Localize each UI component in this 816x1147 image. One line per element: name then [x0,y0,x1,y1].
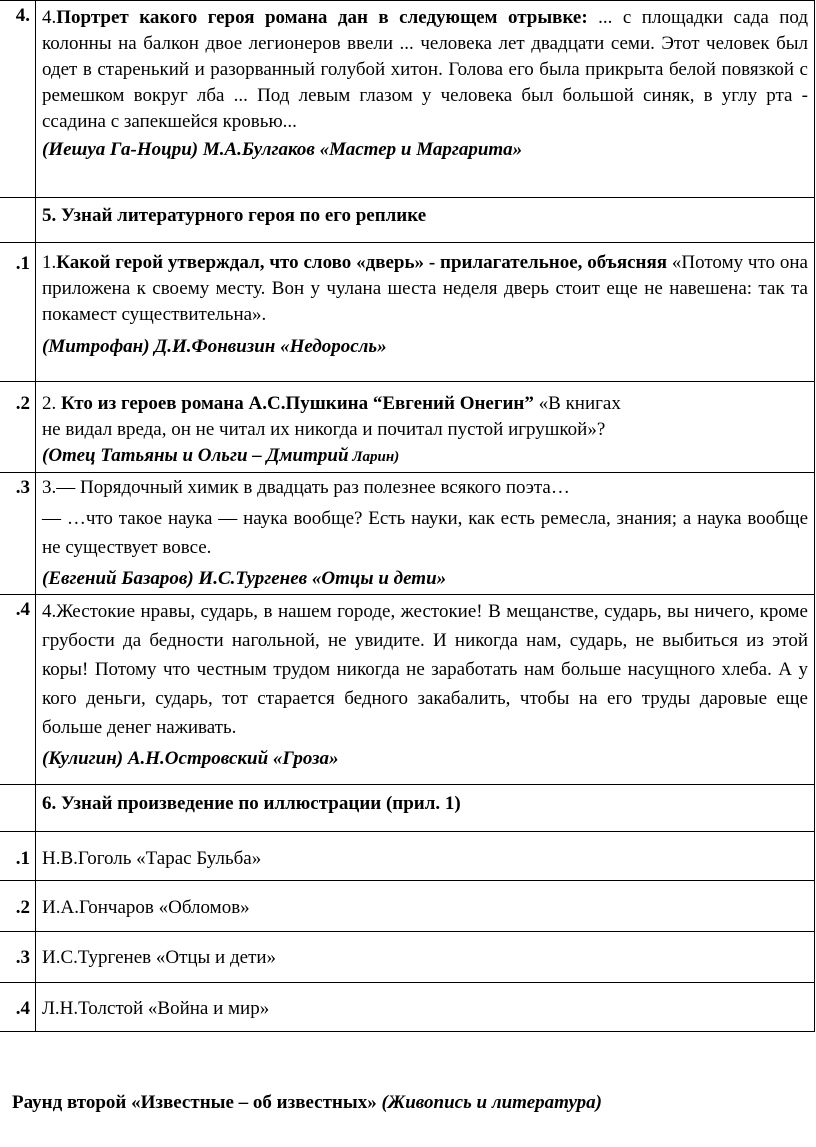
row-number: .3 [0,932,36,983]
table-row [0,243,815,382]
row-number: .4 [0,595,36,785]
question-cell [36,1,815,198]
table-row [0,1,815,198]
row-number: .1 [0,832,36,881]
answer-text [42,443,808,470]
question-block [42,391,808,443]
answer-text: (Кулигин) А.Н.Островский «Гроза» [42,748,339,769]
question-cell [36,595,815,785]
question-prefix: 4. [42,7,57,28]
row-number-empty [0,198,36,243]
quote-text: «Потому что она приложена к своему месту. Вон у чулана шеста неделя дверь стоит еще не навешена: так та покамест существительна». [42,252,808,325]
table-row [0,881,815,932]
answer-small: Ларин) [348,449,400,465]
table-row [0,382,815,473]
round-heading [12,1090,812,1116]
section-title: 5. Узнай литературного героя по его реплике [36,198,815,243]
question-cell [36,382,815,473]
row-number: 4. [0,1,36,198]
quote-text-end: не видал вреда, он не читал их никогда и почитал пустой игрушкой»? [42,419,606,440]
answer-cell: Л.Н.Толстой «Война и мир» [36,983,815,1032]
table-row [0,932,815,983]
quote-text-start: «В книгах [533,393,621,414]
question-prefix: 2. [42,393,61,414]
answer-main: (Отец Татьяны и Ольги – Дмитрий [42,445,349,466]
question-text: Кто из героев романа А.С.Пушкина “Евгений Онегин” [61,393,534,414]
answer-text: (Иешуа Га-Ноцри) М.А.Булгаков «Мастер и Маргарита» [42,139,523,160]
section-row [0,198,815,243]
row-number: .4 [0,983,36,1032]
round-title: Раунд второй «Известные – об известных» [12,1092,377,1113]
row-number: .2 [0,881,36,932]
quote-line-1: 3.— Порядочный химик в двадцать раз полезнее всякого поэта… [42,477,570,498]
answer-cell: Н.В.Гоголь «Тарас Бульба» [36,832,815,881]
quote-line-2: — …что такое наука — наука вообще? Есть науки, как есть ремесла, знания; а наука вообще не существует вовсе. [42,508,808,558]
question-block [42,3,808,135]
question-cell [36,243,815,382]
excerpt-text: ... с площадки сада под колонны на балкон двое легионеров ввели ... человека лет двадцати семи. Этот человек был одет в старенький и разорванный голубой хитон. Голова его была прикрыта белой повязкой с ремешком вокруг лба ... Под левым глазом у человека был большой синяк, в углу рта - ссадина с запекшейся кровью... [42,7,809,132]
row-number: .1 [0,243,36,382]
question-text: Портрет какого героя романа дан в следующем отрывке: [56,7,588,28]
table-row [0,832,815,881]
answer-cell: И.А.Гончаров «Обломов» [36,881,815,932]
answer-text: (Евгений Базаров) И.С.Тургенев «Отцы и дети» [42,568,447,589]
answer-text: (Митрофан) Д.И.Фонвизин «Недоросль» [42,336,387,357]
row-number-empty [0,785,36,832]
round-subtitle: (Живопись и литература) [381,1092,602,1113]
row-number: .3 [0,473,36,595]
table-row [0,983,815,1032]
table-row [0,473,815,595]
question-block [42,250,808,328]
question-prefix: 1. [42,252,57,273]
row-number: .2 [0,382,36,473]
answer-cell: И.С.Тургенев «Отцы и дети» [36,932,815,983]
quote-text: 4.Жестокие нравы, сударь, в нашем городе, жестокие! В мещанстве, сударь, вы ничего, кроме грубости да бедности нагольной, не увидите. И никогда нам, сударь, не выбиться из этой коры! Потому что честным трудом никогда не заработать нам больше насущного хлеба. А у кого деньги, сударь, тот старается бедного закабалить, чтобы на его труды даровые еще больше денег наживать. [42,601,808,738]
question-cell [36,473,815,595]
table-row [0,595,815,785]
question-text: Какой герой утверждал, что слово «дверь» - прилагательное, объясняя [56,252,668,273]
section-row [0,785,815,832]
section-title: 6. Узнай произведение по иллюстрации (прил. 1) [36,785,815,832]
